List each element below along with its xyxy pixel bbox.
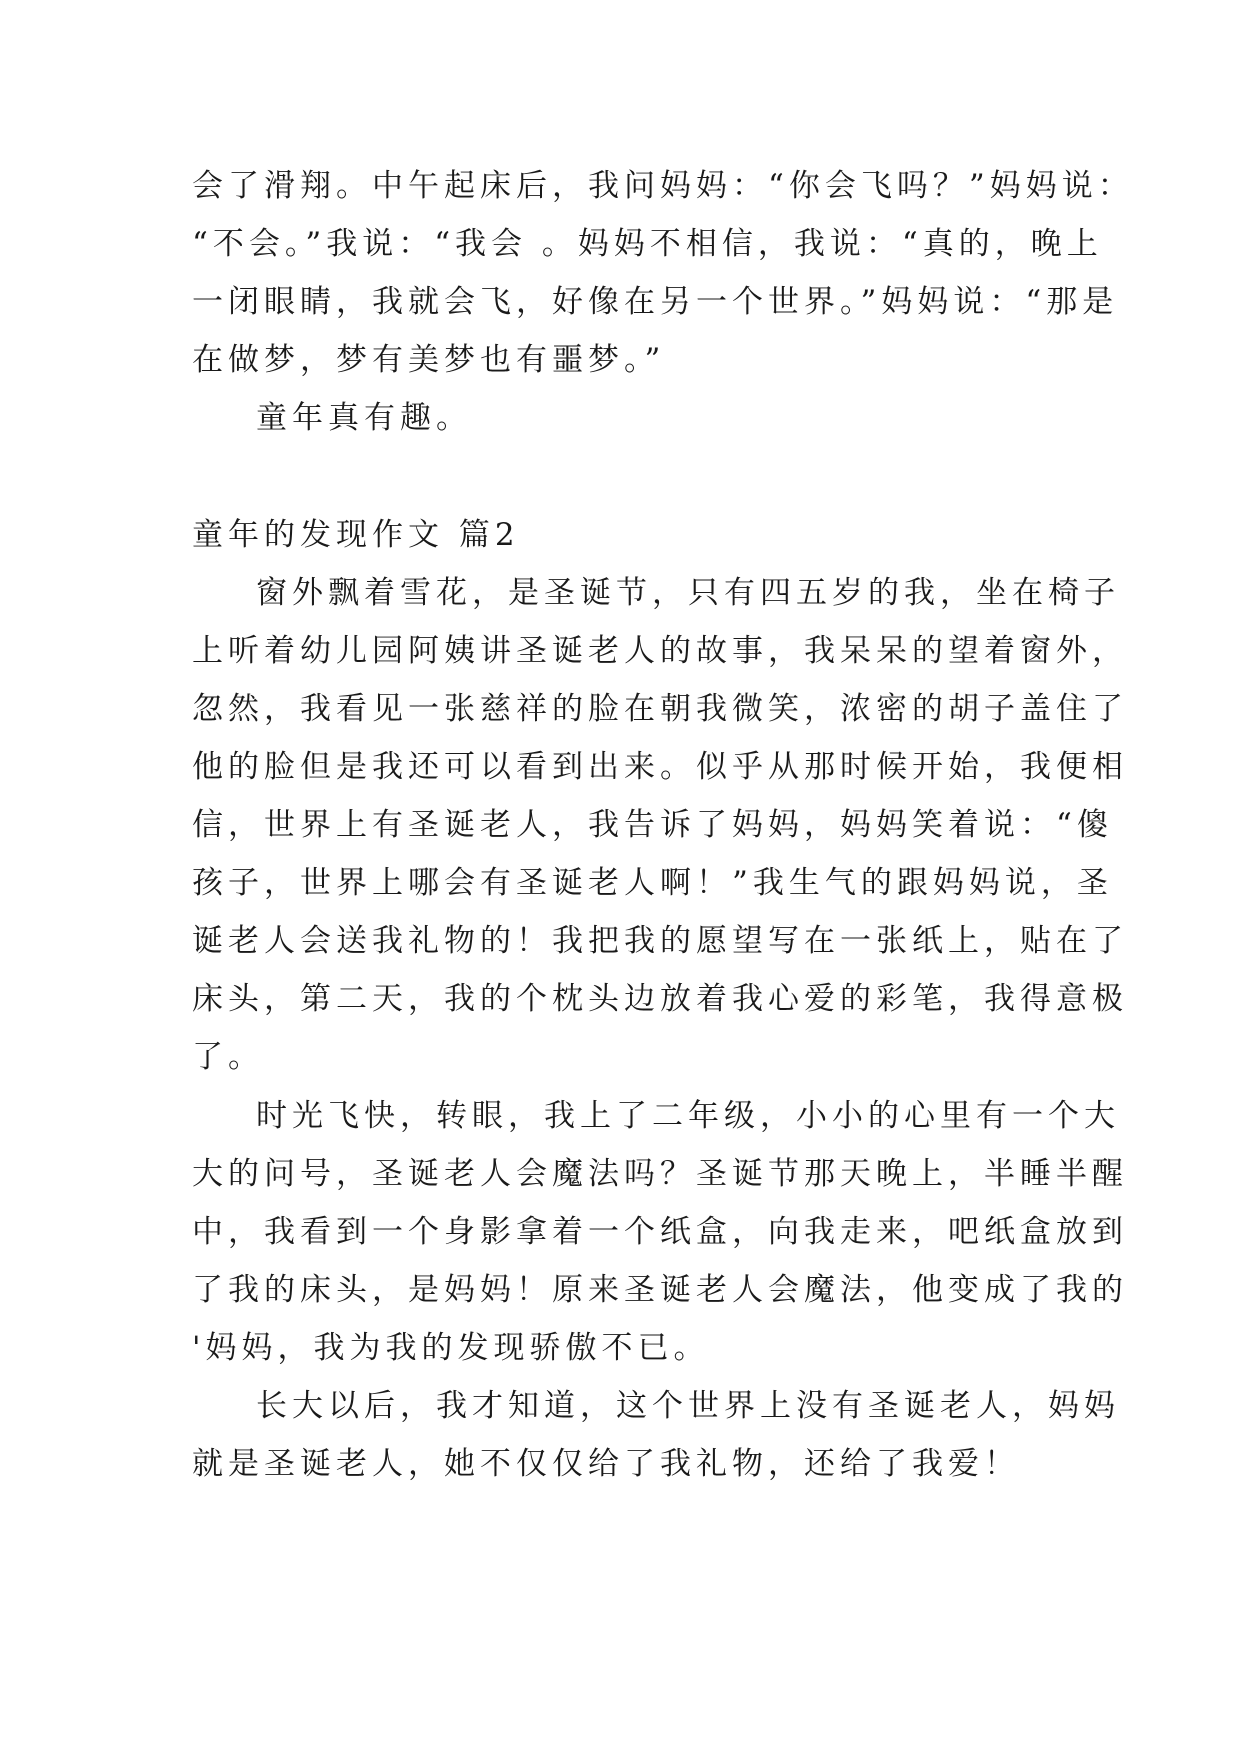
- text-line: 大的问号，圣诞老人会魔法吗？圣诞节那天晚上，半睡半醒: [192, 1156, 1128, 1192]
- text-line: 床头，第二天，我的个枕头边放着我心爱的彩笔，我得意极: [192, 981, 1128, 1017]
- text-line: 他的脸但是我还可以看到出来。似乎从那时候开始，我便相: [192, 749, 1128, 785]
- text-line: 诞老人会送我礼物的！我把我的愿望写在一张纸上，贴在了: [192, 923, 1128, 959]
- text-line: 童年真有趣。: [256, 400, 472, 436]
- text-line: '妈妈，我为我的发现骄傲不已。: [192, 1330, 710, 1366]
- text-line: 信，世界上有圣诞老人，我告诉了妈妈，妈妈笑着说：“傻: [192, 807, 1113, 843]
- text-line: “不会。”我说：“我会 。妈妈不相信，我说：“真的，晚上: [192, 226, 1103, 262]
- text-line: 会了滑翔。中午起床后，我问妈妈：“你会飞吗？”妈妈说：: [192, 168, 1134, 204]
- text-line: 长大以后，我才知道，这个世界上没有圣诞老人，妈妈: [256, 1388, 1120, 1424]
- text-line: 在做梦，梦有美梦也有噩梦。”: [192, 342, 666, 378]
- text-line: 就是圣诞老人，她不仅仅给了我礼物，还给了我爱！: [192, 1446, 1020, 1482]
- text-line: 忽然，我看见一张慈祥的脸在朝我微笑，浓密的胡子盖住了: [192, 691, 1128, 727]
- text-line: 时光飞快，转眼，我上了二年级，小小的心里有一个大: [256, 1098, 1120, 1134]
- section-heading: 童年的发现作文 篇2: [192, 517, 520, 553]
- text-line: 孩子，世界上哪会有圣诞老人啊！”我生气的跟妈妈说，圣: [192, 865, 1113, 901]
- text-line: 一闭眼睛，我就会飞，好像在另一个世界。”妈妈说：“那是: [192, 284, 1119, 320]
- text-line: 了。: [192, 1039, 264, 1075]
- text-line: 了我的床头，是妈妈！原来圣诞老人会魔法，他变成了我的: [192, 1272, 1128, 1308]
- text-line: 窗外飘着雪花，是圣诞节，只有四五岁的我，坐在椅子: [256, 575, 1120, 611]
- text-line: 上听着幼儿园阿姨讲圣诞老人的故事，我呆呆的望着窗外，: [192, 633, 1128, 669]
- text-line: 中，我看到一个身影拿着一个纸盒，向我走来，吧纸盒放到: [192, 1214, 1128, 1250]
